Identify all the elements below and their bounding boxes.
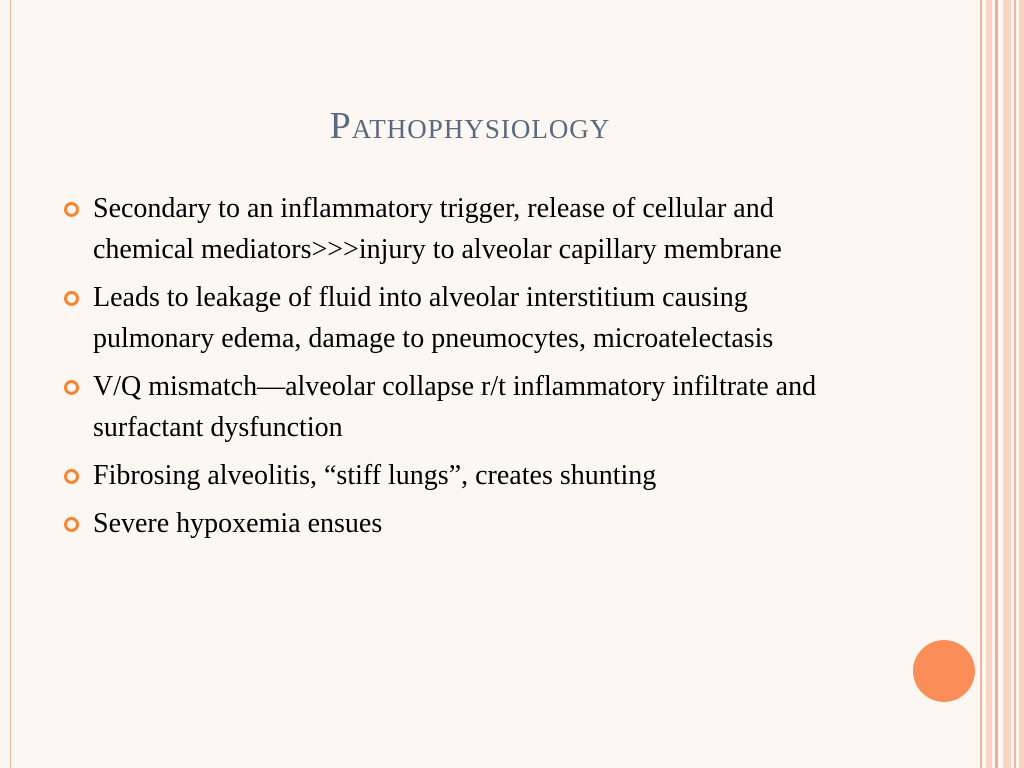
bullet-item	[60, 188, 860, 270]
bullet-text: Fibrosing alveolitis, “stiff lungs”, creates shunting	[93, 460, 657, 491]
decorative-stripe	[986, 0, 992, 768]
decorative-stripe	[995, 0, 998, 768]
bullet-list	[60, 188, 860, 551]
bullet-circle-icon	[64, 517, 79, 532]
decorative-stripe	[980, 0, 982, 768]
bullet-item	[60, 277, 860, 359]
bullet-text: V/Q mismatch—alveolar collapse r/t inflammatory infiltrate and surfactant dysfunction	[93, 371, 817, 443]
slide-title: Pathophysiology	[329, 105, 611, 147]
decorative-stripe	[1003, 0, 1011, 768]
decorative-stripe	[1019, 0, 1024, 768]
decorative-circle	[913, 640, 975, 702]
bullet-text: Secondary to an inflammatory trigger, release of cellular and chemical mediators>>>injury to alveolar capillary membrane	[93, 193, 782, 265]
bullet-text: Severe hypoxemia ensues	[93, 508, 383, 539]
bullet-circle-icon	[64, 380, 79, 395]
bullet-circle-icon	[64, 291, 79, 306]
bullet-circle-icon	[64, 469, 79, 484]
bullet-item	[60, 366, 860, 448]
bullet-item	[60, 455, 860, 496]
bullet-circle-icon	[64, 202, 79, 217]
bullet-text: Leads to leakage of fluid into alveolar interstitium causing pulmonary edema, damage to pneumocytes, microatelectasis	[93, 282, 774, 354]
decorative-stripe	[1014, 0, 1016, 768]
bullet-item	[60, 503, 860, 544]
